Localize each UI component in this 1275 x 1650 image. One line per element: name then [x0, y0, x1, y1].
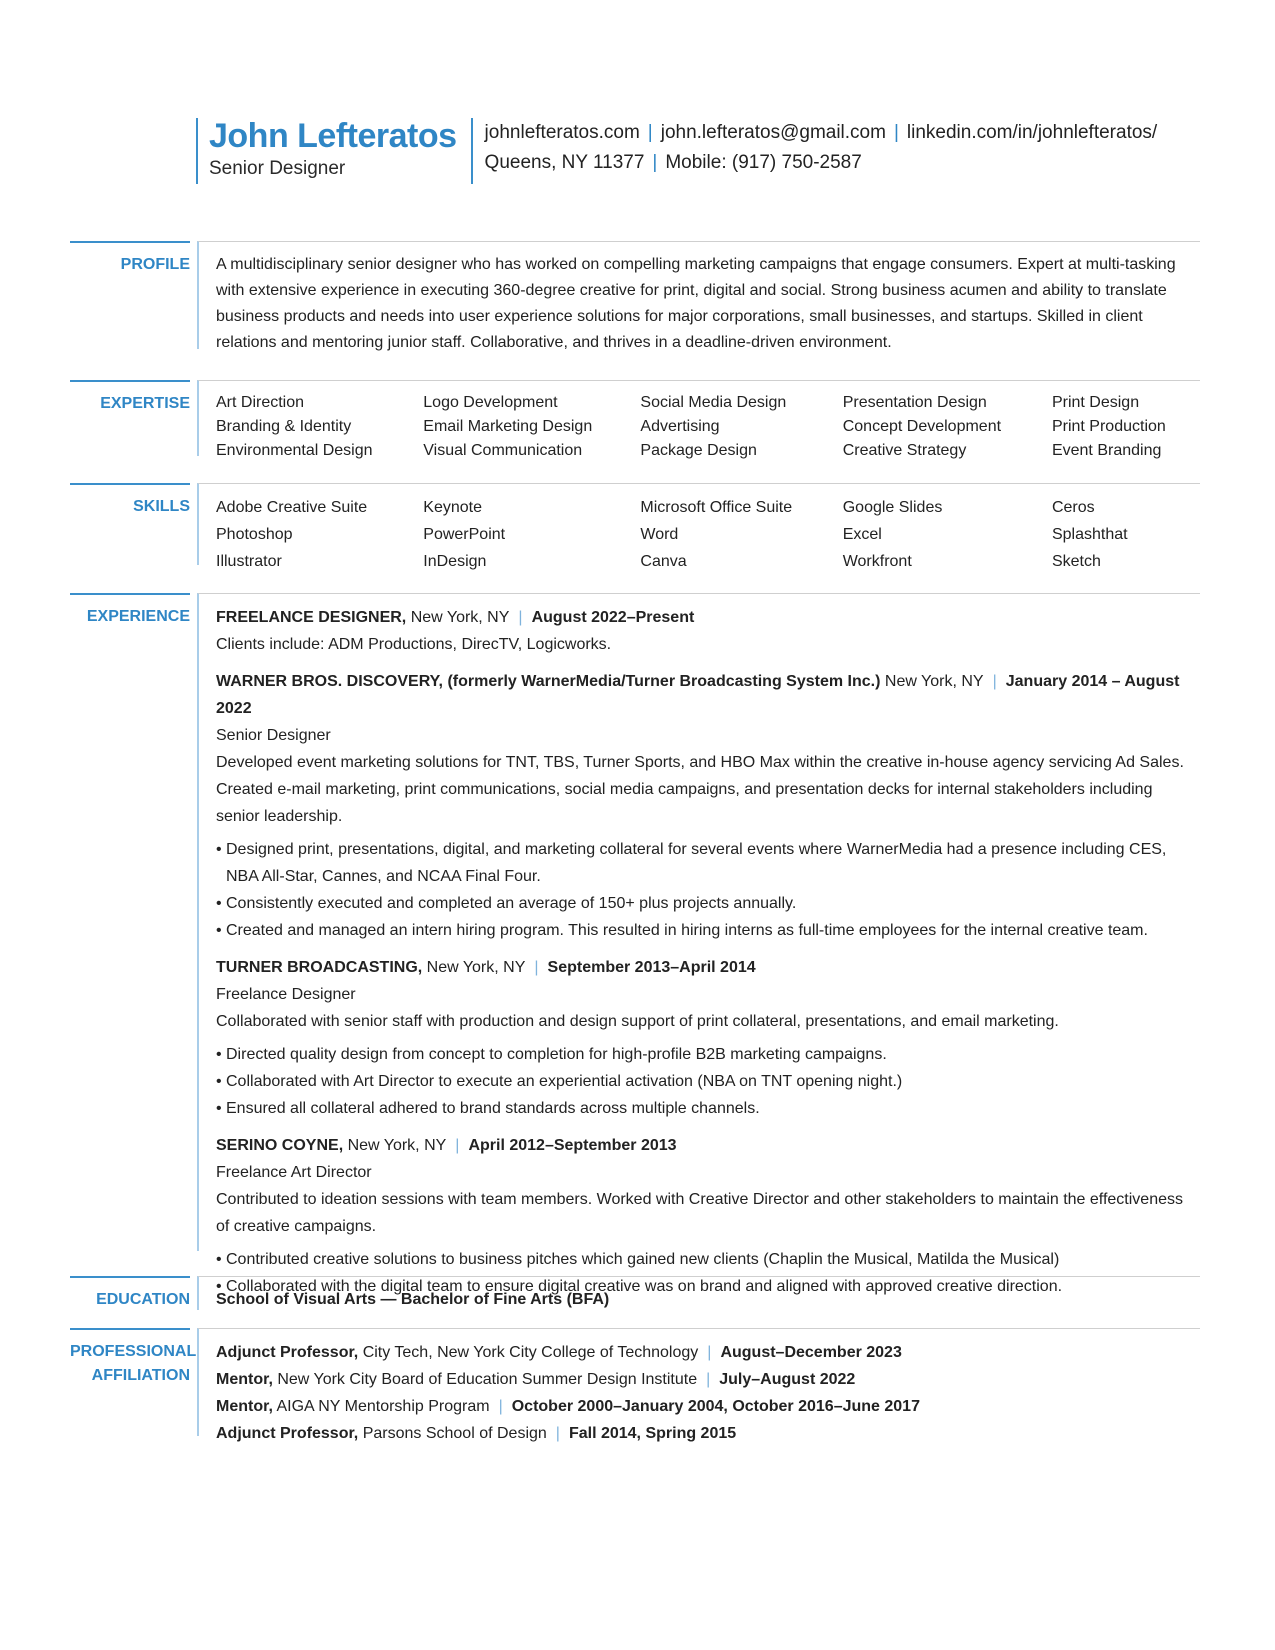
separator: | [893, 122, 899, 143]
grid-item: Print Production [1051, 418, 1166, 435]
section-label: SKILLS [70, 483, 190, 519]
contact-block [471, 118, 1158, 184]
grid-item: Package Design [640, 442, 757, 459]
separator: | [706, 1371, 711, 1388]
job-description: Collaborated with senior staff with production and design support of print collateral, presentations, and email marketing. [216, 1013, 1059, 1030]
grid-item: Workfront [842, 553, 912, 570]
grid-item: Adobe Creative Suite [216, 499, 368, 516]
section-label [70, 1328, 197, 1388]
affiliation-item [216, 1420, 1200, 1447]
job-bullet: • Created and managed an intern hiring program. This resulted in hiring interns as full-time employees for the internal creative team. [216, 917, 1200, 944]
job-description: Contributed to ideation sessions with team members. Worked with Creative Director and other stakeholders to maintain the effectiveness of creative campaigns. [216, 1191, 1183, 1235]
contact-line-1 [485, 118, 1158, 148]
job-bullets [216, 1041, 1200, 1122]
grid-item: PowerPoint [423, 526, 506, 543]
grid-column [216, 494, 423, 575]
grid-item: Photoshop [216, 526, 293, 543]
job-header [216, 954, 1200, 981]
expertise-section [70, 380, 1200, 459]
job-dates: January 2014 – August 2022 [216, 673, 1180, 717]
job-location: New York, NY [422, 959, 526, 976]
expertise-grid [216, 391, 1200, 463]
candidate-name: John Lefteratos [209, 117, 457, 155]
grid-item: Concept Development [842, 418, 1002, 435]
job-bullet: • Contributed creative solutions to business pitches which gained new clients (Chaplin the Musical, Matilda the Musical) [216, 1246, 1200, 1273]
grid-item: Advertising [640, 418, 720, 435]
section-body [197, 1328, 1200, 1442]
affiliation-org: AIGA NY Mentorship Program [272, 1398, 490, 1415]
grid-item: Environmental Design [216, 442, 373, 459]
affiliation-item [216, 1339, 1200, 1366]
grid-column [1052, 391, 1200, 463]
skills-grid [216, 494, 1200, 575]
separator: | [992, 673, 997, 690]
grid-item: Microsoft Office Suite [640, 499, 793, 516]
section-label: EXPERIENCE [70, 593, 190, 629]
job-location: New York, NY [880, 673, 984, 690]
affiliation-org: Parsons School of Design [358, 1425, 547, 1442]
education-text: School of Visual Arts — Bachelor of Fine Arts (BFA) [216, 1291, 610, 1308]
job-role: Senior Designer [216, 727, 331, 744]
section-content [216, 252, 1200, 356]
job-bullet: • Collaborated with Art Director to execute an experiential activation (NBA on TNT opening night.) [216, 1068, 1200, 1095]
section-label: PROFILE [70, 241, 190, 277]
grid-item: Sketch [1051, 553, 1101, 570]
grid-item: Visual Communication [423, 442, 583, 459]
separator: | [647, 122, 653, 143]
job-entry [216, 954, 1200, 1122]
separator: | [652, 152, 658, 173]
grid-item: Canva [640, 553, 687, 570]
job-header [216, 1132, 1200, 1159]
job-bullet: • Designed print, presentations, digital, and marketing collateral for several events where WarnerMedia had a presence including CES, NBA All-Star, Cannes, and NCAA Final Four. [216, 836, 1200, 890]
grid-item: Logo Development [423, 394, 558, 411]
job-role: Freelance Art Director [216, 1164, 372, 1181]
linkedin-link[interactable]: linkedin.com/in/johnlefteratos/ [906, 122, 1158, 143]
affiliation-org: City Tech, New York City College of Technology [358, 1344, 699, 1361]
job-location: New York, NY [406, 609, 510, 626]
grid-item: Creative Strategy [842, 442, 967, 459]
grid-item: Google Slides [842, 499, 943, 516]
affiliation-item [216, 1366, 1200, 1393]
job-dates: April 2012–September 2013 [468, 1137, 677, 1154]
section-content [216, 1287, 1200, 1313]
grid-column [423, 494, 640, 575]
affiliation-role: Adjunct Professor, [216, 1344, 359, 1361]
affiliation-item [216, 1393, 1200, 1420]
grid-column [843, 494, 1052, 575]
job-location: New York, NY [343, 1137, 447, 1154]
job-bullet: • Consistently executed and completed an average of 150+ plus projects annually. [216, 890, 1200, 917]
section-label: EXPERTISE [70, 380, 190, 416]
grid-column [640, 391, 842, 463]
name-block [196, 118, 471, 184]
affiliation-role: Adjunct Professor, [216, 1425, 359, 1442]
separator: | [707, 1344, 712, 1361]
skills-section [70, 483, 1200, 570]
job-company: WARNER BROS. DISCOVERY, (formerly WarnerMedia/Turner Broadcasting System Inc.) [216, 673, 881, 690]
affiliation-org: New York City Board of Education Summer Design Institute [272, 1371, 698, 1388]
job-company: FREELANCE DESIGNER, [216, 609, 407, 626]
profile-section [70, 241, 1200, 349]
grid-item: Excel [842, 526, 882, 543]
grid-item: InDesign [423, 553, 487, 570]
affiliation-dates: August–December 2023 [720, 1344, 902, 1361]
grid-column [640, 494, 842, 575]
candidate-title: Senior Designer [209, 158, 346, 179]
grid-item: Social Media Design [640, 394, 787, 411]
grid-item: Illustrator [216, 553, 282, 570]
label-line: PROFESSIONAL [70, 1343, 197, 1360]
job-header [216, 668, 1200, 722]
grid-item: Email Marketing Design [423, 418, 593, 435]
grid-item: Word [640, 526, 679, 543]
grid-column [423, 391, 640, 463]
grid-column [1052, 494, 1200, 575]
job-description: Clients include: ADM Productions, DirecTV, Logicworks. [216, 636, 612, 653]
separator: | [518, 609, 523, 626]
email-link[interactable]: john.lefteratos@gmail.com [660, 122, 886, 143]
affiliation-dates: July–August 2022 [719, 1371, 856, 1388]
grid-item: Branding & Identity [216, 418, 352, 435]
job-entry [216, 604, 1200, 658]
affiliation-section [70, 1328, 1200, 1442]
job-dates: September 2013–April 2014 [547, 959, 756, 976]
job-bullet: • Directed quality design from concept to completion for high-profile B2B marketing campaigns. [216, 1041, 1200, 1068]
job-company: TURNER BROADCASTING, [216, 959, 423, 976]
section-body [197, 380, 1200, 459]
resume-header [196, 118, 1157, 184]
section-body [197, 483, 1200, 570]
affiliation-role: Mentor, [216, 1371, 273, 1388]
job-bullets [216, 836, 1200, 944]
grid-item: Ceros [1051, 499, 1095, 516]
job-bullet: • Collaborated with the digital team to ensure digital creative was on brand and aligned with approved creative direction. [216, 1273, 1200, 1300]
location: Queens, NY 11377 [484, 152, 645, 173]
section-body [197, 1276, 1200, 1310]
affiliation-role: Mentor, [216, 1398, 273, 1415]
section-body [197, 241, 1200, 349]
experience-list [216, 604, 1200, 1310]
experience-section [70, 593, 1200, 1295]
mobile-number: Mobile: (917) 750-2587 [665, 152, 862, 173]
contact-line-2 [485, 148, 1158, 178]
job-header [216, 604, 1200, 631]
grid-item: Presentation Design [842, 394, 987, 411]
separator: | [555, 1425, 560, 1442]
affiliation-dates: October 2000–January 2004, October 2016–June 2017 [511, 1398, 920, 1415]
grid-item: Keynote [423, 499, 482, 516]
job-description: Developed event marketing solutions for TNT, TBS, Turner Sports, and HBO Max within the creative in-house agency servicing Ad Sales. Created e-mail marketing, print communications, social media campaigns, and presentation decks for internal stakeholders including senior leadership. [216, 754, 1184, 825]
grid-column [216, 391, 423, 463]
job-entry [216, 1132, 1200, 1300]
separator: | [455, 1137, 460, 1154]
separator: | [498, 1398, 503, 1415]
job-bullet: • Ensured all collateral adhered to brand standards across multiple channels. [216, 1095, 1200, 1122]
job-dates: August 2022–Present [531, 609, 695, 626]
grid-column [843, 391, 1052, 463]
label-line: AFFILIATION [91, 1367, 190, 1384]
section-body [197, 593, 1200, 1295]
grid-item: Art Direction [216, 394, 305, 411]
section-label: EDUCATION [70, 1276, 190, 1312]
grid-item: Print Design [1051, 394, 1140, 411]
affiliation-dates: Fall 2014, Spring 2015 [568, 1425, 737, 1442]
affiliation-list [216, 1339, 1200, 1447]
grid-item: Event Branding [1051, 442, 1162, 459]
job-entry [216, 668, 1200, 944]
website-link[interactable]: johnlefteratos.com [484, 122, 640, 143]
job-role: Freelance Designer [216, 986, 356, 1003]
education-section [70, 1276, 1200, 1310]
grid-item: Splashthat [1051, 526, 1128, 543]
job-company: SERINO COYNE, [216, 1137, 344, 1154]
profile-text: A multidisciplinary senior designer who has worked on compelling marketing campaigns that engage consumers. Expert at multi-tasking with extensive experience in executing 360-degree creative for print, digital and social. Strong business acumen and ability to translate business products and needs into user experience solutions for major corporations, small businesses, and startups. Skilled in client relations and mentoring junior staff. Collaborative, and thrives in a deadline-driven environment. [216, 256, 1176, 351]
separator: | [534, 959, 539, 976]
